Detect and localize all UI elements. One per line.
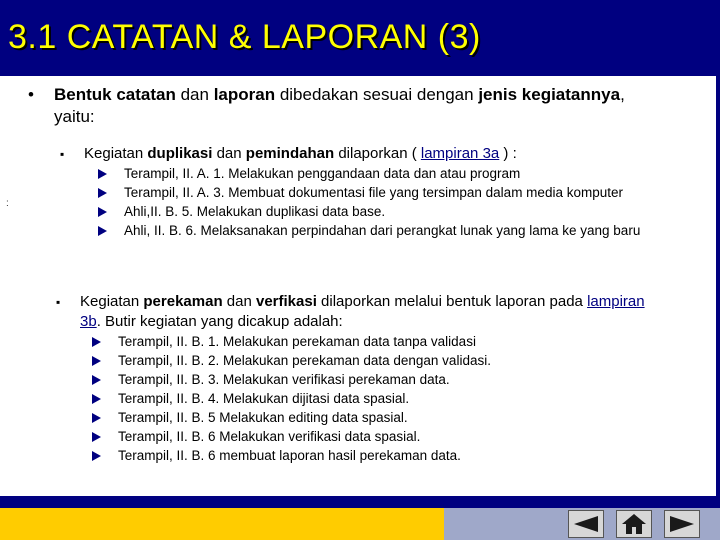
arrow-bullet-icon <box>98 207 107 217</box>
list-item-text: Terampil, II. B. 6 membuat laporan hasil perekaman data. <box>118 448 461 463</box>
square-bullet-icon: ▪ <box>60 147 65 161</box>
section-duplikasi-list <box>98 164 658 240</box>
right-border <box>716 76 720 496</box>
bullet-dot: • <box>28 85 34 104</box>
section-perekaman-list <box>92 332 652 465</box>
list-item <box>98 202 658 221</box>
list-item <box>92 332 652 351</box>
section-perekaman-heading: ▪ Kegiatan perekaman dan verfikasi dilaporkan melalui bentuk laporan pada lampiran 3b. Butir kegiatan yang dicakup adalah: <box>56 293 645 330</box>
list-item <box>92 370 652 389</box>
prev-slide-button[interactable] <box>568 510 604 538</box>
arrow-bullet-icon <box>98 169 107 179</box>
next-slide-button[interactable] <box>664 510 700 538</box>
arrow-bullet-icon <box>92 356 101 366</box>
lampiran-3a-link[interactable]: lampiran 3a <box>420 145 500 162</box>
list-item <box>92 389 652 408</box>
slide-title: 3.1 CATATAN & LAPORAN (3) <box>8 18 481 56</box>
list-item <box>98 183 658 202</box>
arrow-bullet-icon <box>98 188 107 198</box>
arrow-bullet-icon <box>92 413 101 423</box>
arrow-right-icon <box>668 514 696 534</box>
list-item-text: Terampil, II. A. 3. Membuat dokumentasi file yang tersimpan dalam media komputer <box>124 185 623 200</box>
lampiran-3b-link[interactable]: lampiran 3b <box>80 293 645 330</box>
footer-line <box>0 496 720 508</box>
list-item <box>92 351 652 370</box>
list-item-text: Terampil, II. B. 1. Melakukan perekaman data tanpa validasi <box>118 334 476 349</box>
list-item-text: Terampil, II. B. 6 Melakukan verifikasi data spasial. <box>118 429 421 444</box>
main-bullet <box>28 84 628 128</box>
arrow-bullet-icon <box>92 394 101 404</box>
list-item <box>92 446 652 465</box>
list-item-text: Terampil, II. B. 3. Melakukan verifikasi perekaman data. <box>118 372 450 387</box>
main-bullet-text: Bentuk catatan dan laporan dibedakan sesuai dengan jenis kegiatannya, yaitu: <box>54 85 625 126</box>
section-duplikasi-heading: ▪ Kegiatan duplikasi dan pemindahan dilaporkan ( lampiran 3a ) : <box>60 145 517 162</box>
list-item <box>98 221 658 240</box>
arrow-bullet-icon <box>98 226 107 236</box>
arrow-left-icon <box>572 514 600 534</box>
arrow-bullet-icon <box>92 337 101 347</box>
stray-mark: : <box>6 198 9 209</box>
list-item-text: Terampil, II. B. 4. Melakukan dijitasi data spasial. <box>118 391 410 406</box>
arrow-bullet-icon <box>92 375 101 385</box>
home-icon <box>621 513 647 535</box>
arrow-bullet-icon <box>92 432 101 442</box>
home-button[interactable] <box>616 510 652 538</box>
list-item-text: Ahli, II. B. 6. Melaksanakan perpindahan dari perangkat lunak yang lama ke yang baru <box>124 223 641 238</box>
square-bullet-icon: ▪ <box>56 295 61 309</box>
list-item-text: Ahli,II. B. 5. Melakukan duplikasi data base. <box>124 204 386 219</box>
list-item <box>92 408 652 427</box>
list-item <box>98 164 658 183</box>
list-item-text: Terampil, II. B. 5 Melakukan editing data spasial. <box>118 410 408 425</box>
list-item <box>92 427 652 446</box>
list-item-text: Terampil, II. B. 2. Melakukan perekaman data dengan validasi. <box>118 353 491 368</box>
list-item-text: Terampil, II. A. 1. Melakukan penggandaan data dan atau program <box>124 166 521 181</box>
arrow-bullet-icon <box>92 451 101 461</box>
